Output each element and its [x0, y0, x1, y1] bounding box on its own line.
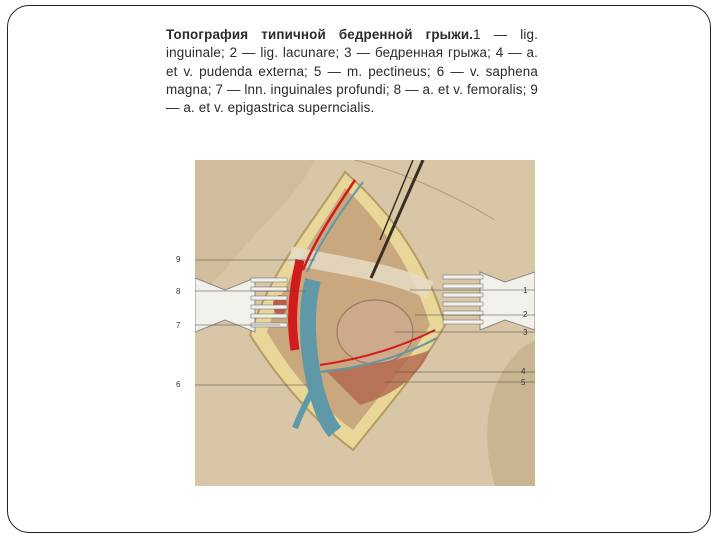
label-1: 1 — [523, 286, 528, 295]
anatomical-illustration — [195, 160, 535, 486]
label-9: 9 — [176, 255, 181, 264]
caption-title: Топография типичной бедренной грыжи. — [166, 27, 474, 42]
label-3: 3 — [523, 328, 528, 337]
label-5: 5 — [521, 378, 526, 387]
label-4: 4 — [521, 367, 526, 376]
caption-text: 1 — lig. inguinale; 2 — lig. lacunare; 3 — бедренная грыжа; 4 — a. et v. pudenda externa; 5 — m. pectineus; 6 — v. saphena magna; 7 — lnn. inguinales profundi; 8 — a. et v. femoralis; 9 — a. et v. epigastrica superncialis. — [166, 27, 538, 116]
figure-caption — [166, 26, 538, 117]
label-2: 2 — [523, 310, 528, 319]
label-7: 7 — [176, 321, 181, 330]
label-6: 6 — [176, 380, 181, 389]
label-8: 8 — [176, 287, 181, 296]
